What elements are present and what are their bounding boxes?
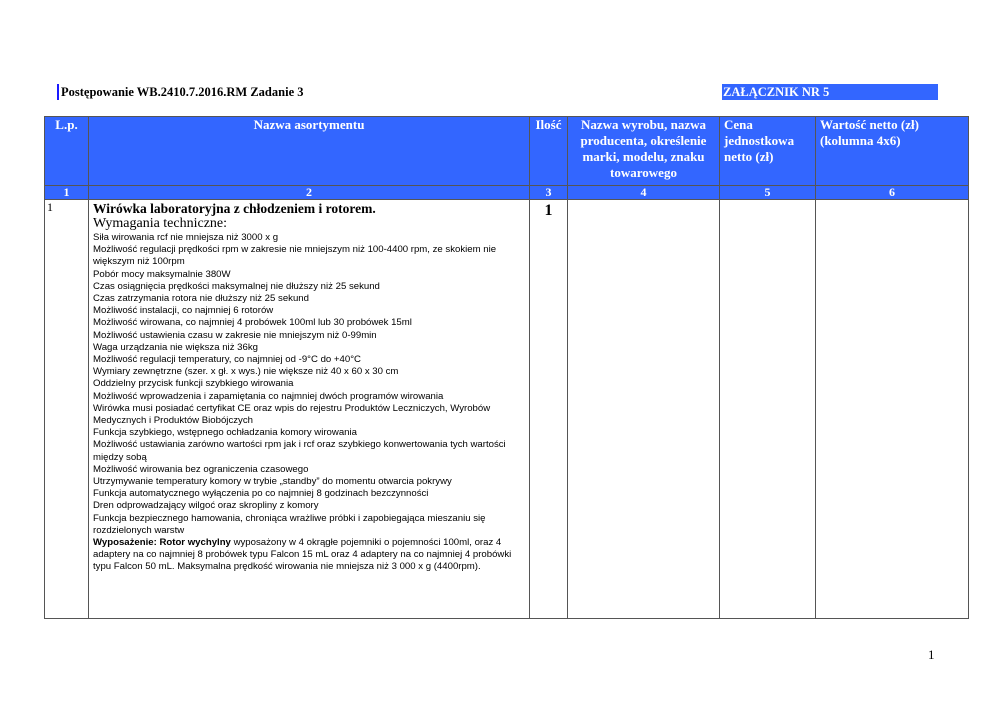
col-number: 1 [45,186,89,200]
table-header-row [45,117,969,186]
row-quantity: 1 [530,200,568,619]
requirement-item: Możliwość ustawienia czasu w zakresie nie mniejszym niż 0-99min [93,329,377,341]
document-title: Postępowanie WB.2410.7.2016.RM Zadanie 3 [57,84,717,100]
requirement-item: Dren odprowadzający wilgoć oraz skropliny z komory [93,500,319,512]
col-header-name: Nazwa asortymentu [89,117,530,186]
row-lp: 1 [45,200,89,619]
requirement-item: Utrzymywanie temperatury komory w trybie „standby” do momentu otwarcia pokrywy [93,476,452,488]
requirement-item: Czas osiągnięcia prędkości maksymalnej nie dłuższy niż 25 sekund [93,280,380,292]
equipment-text: wyposażony w 4 okrągłe pojemniki o pojemności 100ml, oraz 4 adaptery na co najmniej 8 probówek typu Falcon 15 mL oraz 4 adaptery na co najmniej 4 probówki typu Falcon 50 mL. Maksymalna prędkość wirowania nie mniejsza niż 3 000 x g (4400rpm). [93,537,512,573]
row-net-value-input[interactable] [816,200,969,619]
col-header-unit-price: Cena jednostkowa netto (zł) [720,117,816,186]
col-number: 3 [530,186,568,200]
table-row [45,200,969,619]
requirement-item: Funkcja szybkiego, wstępnego ochładzania komory wirowania [93,427,357,439]
row-product-input[interactable] [568,200,720,619]
equipment-label: Wyposażenie: Rotor wychylny [93,537,231,549]
col-number: 5 [720,186,816,200]
equipment-paragraph [93,537,525,574]
col-header-net-value: Wartość netto (zł) (kolumna 4x6) [816,117,969,186]
page-number: 1 [928,647,935,662]
requirement-item: Wirówka musi posiadać certyfikat CE oraz wpis do rejestru Produktów Leczniczych, Wyrobów Medycznych i Produktów Biobójczych [93,402,491,427]
attachment-label: ZAŁĄCZNIK NR 5 [722,84,938,100]
requirement-item: Możliwość wirowana, co najmniej 4 probówek 100ml lub 30 probówek 15ml [93,317,412,329]
requirements-title: Wymagania techniczne: [93,216,228,231]
requirement-item: Czas zatrzymania rotora nie dłuższy niż 25 sekund [93,293,309,305]
requirement-item: Możliwość instalacji, co najmniej 6 rotorów [93,305,274,317]
row-assortment-cell [89,200,530,619]
requirement-item: Waga urządzania nie większa niż 36kg [93,341,258,353]
product-title: Wirówka laboratoryjna z chłodzeniem i rotorem. [93,201,376,216]
col-header-quantity: Ilość [530,117,568,186]
column-number-row [45,186,969,200]
col-header-product: Nazwa wyrobu, nazwa producenta, określenie marki, modelu, znaku towarowego [568,117,720,186]
requirement-item: Możliwość ustawiania zarówno wartości rpm jak i rcf oraz szybkiego konwertowania tych wartości między sobą [93,439,506,463]
col-header-lp: L.p. [45,117,89,186]
col-number: 6 [816,186,969,200]
assortment-table [44,116,969,619]
requirement-item: Pobór mocy maksymalnie 380W [93,268,231,280]
requirement-item: Możliwość wprowadzenia i zapamiętania co najmniej dwóch programów wirowania [93,390,444,402]
requirement-item: Siła wirowania rcf nie mniejsza niż 3000 x g [93,232,279,243]
requirement-item: Możliwość wirowania bez ograniczenia czasowego [93,463,309,475]
requirement-item: Funkcja bezpiecznego hamowania, chroniąca wrażliwe próbki i zapobiegająca mieszaniu się rozdzielonych warstw [93,512,486,536]
col-number: 2 [89,186,530,200]
requirement-item: Oddzielny przycisk funkcji szybkiego wirowania [93,378,294,390]
requirement-item: Funkcja automatycznego wyłączenia po co najmniej 8 godzinach bezczynności [93,488,429,500]
requirement-item: Możliwość regulacji temperatury, co najmniej od -9°C do +40°C [93,354,361,366]
requirements-list [93,232,525,537]
row-unit-price-input[interactable] [720,200,816,619]
requirement-item: Możliwość regulacji prędkości rpm w zakresie nie mniejszym niż 100-4400 rpm, ze skokiem nie większym niż 100rpm [93,244,497,268]
col-number: 4 [568,186,720,200]
requirement-item: Wymiary zewnętrzne (szer. x gł. x wys.) nie większe niż 40 x 60 x 30 cm [93,366,399,378]
